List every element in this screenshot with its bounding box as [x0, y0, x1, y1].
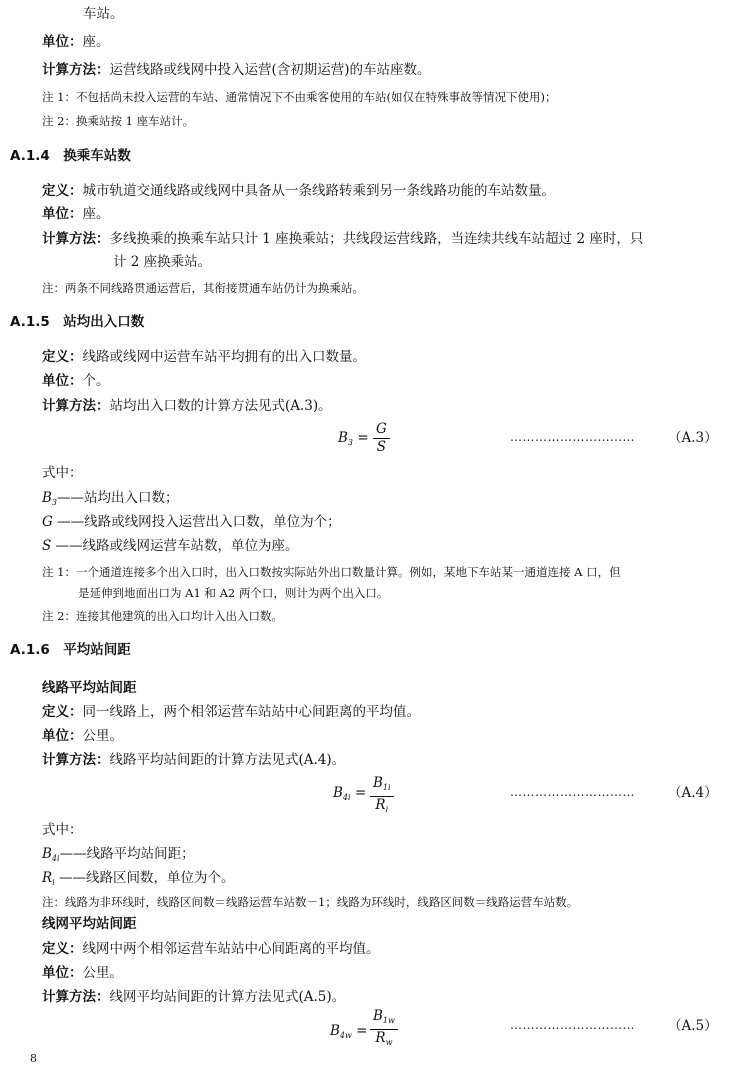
numerator [370, 1008, 398, 1030]
variable-line [42, 489, 179, 512]
symbol: S [42, 538, 52, 554]
description: ——线路或线网投入运营出入口数，单位为个； [52, 514, 341, 530]
denominator: S [376, 439, 387, 455]
dot-leader: ………………………… [510, 1018, 635, 1032]
note: 注：线路为非环线时，线路区间数＝线路运营车站数－1；线路为环线时，线路区间数＝线路运营车站数。 [42, 895, 579, 909]
calc-line [42, 397, 332, 415]
label: 定义： [42, 941, 83, 957]
value: 多线换乘的换乘车站只计 1 座换乘站；共线段运营线路，当连续共线车站超过 2 座时，只 [109, 231, 644, 247]
note: 注 2：换乘站按 1 座车站计。 [42, 114, 195, 128]
subscript: 4i [342, 793, 351, 802]
label: 定义： [42, 704, 83, 720]
subscript: 1i [382, 783, 391, 792]
label: 计算方法： [42, 231, 110, 247]
label: 单位： [42, 965, 83, 981]
label: 计算方法： [42, 989, 110, 1005]
where-label: 式中： [42, 465, 83, 481]
definition-line [42, 940, 380, 958]
symbol: B [330, 1023, 340, 1039]
section-heading: A.1.5 站均出入口数 [10, 314, 145, 330]
subscript: w [385, 1038, 393, 1047]
unit-line [42, 372, 110, 390]
calc-line [42, 751, 345, 769]
symbol: B [42, 490, 52, 506]
numerator [370, 775, 394, 797]
note: 注 2：连接其他建筑的出入口均计入出入口数。 [42, 609, 283, 623]
formula-lhs [338, 429, 369, 452]
value: 站均出入口数的计算方法见式(A.3)。 [109, 398, 332, 414]
label: 定义： [42, 349, 83, 365]
section-heading: A.1.6 平均站间距 [10, 642, 131, 658]
page-number: 8 [30, 1052, 37, 1065]
symbol: B [333, 785, 343, 801]
value: 同一线路上，两个相邻运营车站站中心间距离的平均值。 [82, 704, 420, 720]
formula-number: （A.5） [668, 1018, 718, 1034]
symbol: G [42, 514, 53, 530]
calc-line [42, 230, 643, 248]
subsection-heading: 线路平均站间距 [42, 680, 137, 696]
value: 线路或线网中运营车站平均拥有的出入口数量。 [82, 349, 366, 365]
value: 公里。 [82, 728, 123, 744]
denominator [370, 797, 394, 818]
definition-line [42, 348, 366, 366]
note: 注 1：一个通道连接多个出入口时，出入口数按实际站外出口数量计算。例如，某地下车站某一通道连接 A 口，但 [42, 565, 621, 579]
variable-line [42, 869, 235, 892]
variable-line [42, 845, 195, 868]
symbol: R [375, 797, 386, 813]
note-cont: 是延伸到地面出口为 A1 和 A2 两个口，则计为两个出入口。 [78, 586, 389, 600]
symbol: R [42, 870, 53, 886]
label: 单位： [42, 34, 83, 50]
calc-line-cont: 计 2 座换乘站。 [113, 254, 212, 270]
value: 公里。 [82, 965, 123, 981]
description: ——线路或线网运营车站数，单位为座。 [51, 538, 299, 554]
label: 定义： [42, 183, 83, 199]
unit-line [42, 964, 123, 982]
label: 计算方法： [42, 62, 110, 78]
subscript: i [52, 878, 55, 887]
text-line: 车站。 [83, 6, 124, 22]
symbol: B [373, 775, 383, 791]
subscript: 3 [347, 438, 354, 447]
label: 计算方法： [42, 752, 110, 768]
formula-fraction [370, 775, 394, 818]
equals: = [357, 430, 369, 446]
denominator [370, 1030, 398, 1051]
equals: = [356, 1023, 368, 1039]
formula-lhs [333, 784, 366, 807]
note: 注：两条不同线路贯通运营后，其衔接贯通车站仍计为换乘站。 [42, 281, 364, 295]
numerator: G [373, 421, 390, 439]
symbol: R [375, 1030, 386, 1046]
label: 单位： [42, 206, 83, 222]
dot-leader: ………………………… [510, 430, 635, 444]
subscript: i [385, 805, 389, 814]
unit-line [42, 205, 110, 223]
calc-line [42, 61, 431, 79]
label: 单位： [42, 728, 83, 744]
equals: = [354, 785, 367, 801]
symbol: B [42, 846, 52, 862]
variable-line [42, 537, 299, 555]
description: ——线路平均站间距； [59, 846, 195, 862]
definition-line [42, 703, 420, 721]
definition-line [42, 182, 555, 200]
unit-line [42, 33, 110, 51]
label: 单位： [42, 373, 83, 389]
subscript: 4w [339, 1031, 352, 1040]
formula-fraction [370, 1008, 398, 1051]
formula-lhs [330, 1022, 367, 1045]
description: ——站均出入口数； [57, 490, 179, 506]
value: 城市轨道交通线路或线网中具备从一条线路转乘到另一条线路功能的车站数量。 [82, 183, 555, 199]
subsection-heading: 线网平均站间距 [42, 916, 137, 932]
value: 运营线路或线网中投入运营(含初期运营)的车站座数。 [109, 62, 431, 78]
subscript: 3 [51, 498, 58, 507]
value: 线路平均站间距的计算方法见式(A.4)。 [109, 752, 346, 768]
variable-line [42, 513, 341, 531]
formula-number: （A.3） [668, 430, 718, 446]
symbol: B [338, 430, 348, 446]
value: 线网平均站间距的计算方法见式(A.5)。 [109, 989, 346, 1005]
subscript: 4i [51, 854, 60, 863]
dot-leader: ………………………… [510, 785, 635, 799]
subscript: 1w [382, 1016, 395, 1025]
formula-fraction [373, 421, 390, 456]
section-heading: A.1.4 换乘车站数 [10, 148, 131, 164]
note: 注 1：不包括尚未投入运营的车站、通常情况下不由乘客使用的车站(如仅在特殊事故等情况下使用)； [42, 90, 557, 104]
value: 座。 [82, 34, 110, 50]
label: 计算方法： [42, 398, 110, 414]
where-label: 式中： [42, 822, 83, 838]
symbol: B [373, 1008, 383, 1024]
value: 个。 [82, 373, 110, 389]
description: ——线路区间数，单位为个。 [54, 870, 235, 886]
formula-number: （A.4） [668, 785, 718, 801]
calc-line [42, 988, 345, 1006]
value: 座。 [82, 206, 110, 222]
unit-line [42, 727, 123, 745]
value: 线网中两个相邻运营车站站中心间距离的平均值。 [82, 941, 380, 957]
